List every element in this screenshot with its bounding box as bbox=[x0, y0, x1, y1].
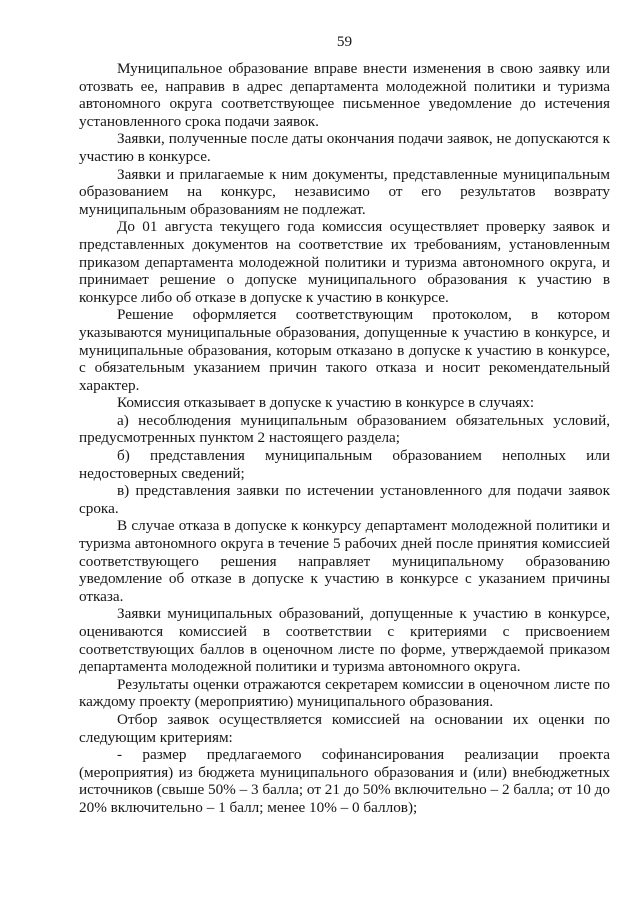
paragraph-evaluation: Заявки муниципальных образований, допущенные к участию в конкурсе, оцениваются комиссией в соответствии с критериями с присвоением соответствующих баллов в оценочном листе по форме, утверждаемой приказом департамента молодежной политики и туризма автономного округа. bbox=[79, 605, 610, 676]
criterion-cofinancing: - размер предлагаемого софинансирования реализации проекта (мероприятия) из бюджета муниципального образования и (или) внебюджетных источников (свыше 50% – 3 балла; от 21 до 50% включительно – 2 балла; от 10 до 20% включительно – 1 балл; менее 10% – 0 баллов); bbox=[79, 746, 610, 816]
paragraph-refusal-cases: Комиссия отказывает в допуске к участию в конкурсе в случаях: bbox=[117, 394, 535, 412]
list-item-a: а) несоблюдения муниципальным образованием обязательных условий, предусмотренных пунктом 2 настоящего раздела; bbox=[79, 411, 610, 447]
paragraph-late-applications: Заявки, полученные после даты окончания подачи заявок, не допускаются к участию в конкурсе. bbox=[79, 130, 610, 165]
paragraph-refusal-notice: В случае отказа в допуске к конкурсу департамент молодежной политики и туризма автономного округа в течение 5 рабочих дней после принятия комиссией соответствующего решения направляет муниципальному образованию уведомление об отказе в допуске к участию в конкурсе с указанием причины отказа. bbox=[79, 517, 610, 605]
paragraph-selection-criteria: Отбор заявок осуществляется комиссией на основании их оценки по следующим критериям: bbox=[79, 710, 610, 746]
paragraph-commission-review: До 01 августа текущего года комиссия осуществляет проверку заявок и представленных документов на соответствие их требованиям, установленным приказом департамента молодежной политики и туризма автономного округа, и принимает решение о допуске муниципального образования к участию в конкурсе либо об отказе в допуске к участию в конкурсе. bbox=[79, 218, 610, 306]
page-number: 59 bbox=[336, 33, 353, 50]
list-item-b: б) представления муниципальным образованием неполных или недостоверных сведений; bbox=[79, 447, 610, 482]
paragraph-documents-not-returned: Заявки и прилагаемые к ним документы, представленные муниципальным образованием на конкурс, независимо от его результатов возврату муниципальным образованиям не подлежат. bbox=[79, 165, 610, 218]
document-page bbox=[79, 32, 610, 817]
paragraph-results: Результаты оценки отражаются секретарем комиссии в оценочном листе по каждому проекту (мероприятию) муниципального образования. bbox=[79, 675, 610, 711]
paragraph-decision-protocol: Решение оформляется соответствующим протоколом, в котором указываются муниципальные образования, допущенные к участию в конкурсе, и муниципальные образования, которым отказано в допуске к участию в конкурсе, с обязательным указанием причин такого отказа и носит рекомендательный характер. bbox=[79, 306, 610, 394]
list-item-c: в) представления заявки по истечении установленного для подачи заявок срока. bbox=[79, 482, 610, 517]
paragraph-amend-application: Муниципальное образование вправе внести изменения в свою заявку или отозвать ее, направив в адрес департамента молодежной политики и туризма автономного округа соответствующее письменное уведомление до истечения установленного срока подачи заявок. bbox=[79, 60, 610, 130]
